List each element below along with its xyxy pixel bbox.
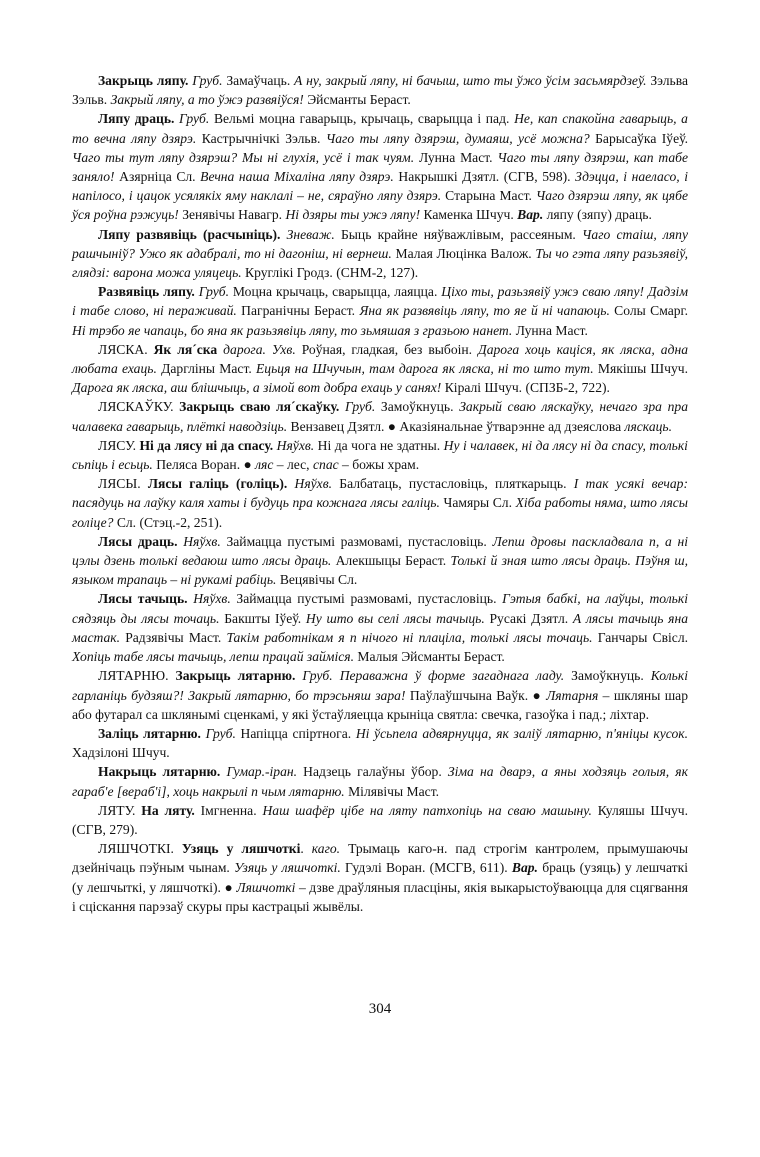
entry-text: Чамяры Сл.: [439, 495, 516, 511]
entry-text: ЛЯШЧОТКІ.: [98, 841, 182, 857]
entry-text: Кіралі Шчуч. (СПЗБ-2, 722).: [441, 380, 610, 396]
italic-text: Ляшчоткі: [236, 879, 296, 895]
entry-text: Замоўкнуць.: [564, 668, 651, 684]
dictionary-entry: [72, 340, 688, 398]
dictionary-entry: [72, 109, 688, 224]
italic-text: Лятарня: [546, 687, 599, 703]
italic-text: Чаго ты тут ляпу дзярэш? Мы ні глухія, усё і так чуям.: [72, 149, 415, 165]
entry-text: Займацца пустымі размовамі, пустасловіць.: [220, 533, 493, 549]
headword: Лясы галіць (голіць).: [147, 476, 288, 492]
dictionary-entry: [72, 397, 688, 435]
italic-text: Закрый ляпу, а то ўжэ развяіўся!: [110, 92, 304, 108]
italic-text: Няўхв.: [294, 476, 333, 492]
italic-text: Груб.: [344, 399, 376, 415]
italic-text: ляскаць.: [624, 418, 673, 434]
entry-text: Імгненна.: [194, 802, 263, 818]
entry-text: ЛЯСКАЎКУ.: [98, 399, 180, 415]
entry-text: Замаўчаць.: [222, 73, 295, 88]
entry-text: Малая Люцінка Валож.: [391, 245, 536, 261]
italic-text: Здэцца, і наеласо, і напілосо, і цацок усялякіх яму наклалі – не, сяраўно ляпу дзярэ.: [72, 169, 688, 204]
headword: Закрыць ляпу.: [98, 73, 189, 88]
entry-text: Гудэлі Воран. (МСГВ, 611).: [340, 860, 512, 876]
entry-text: Надзець галаўны ўбор.: [297, 764, 448, 780]
italic-text: Чаго стаіш, ляпу рашчыніў? Ужо як адабралі, то ні дагоніш, ні вернеш.: [72, 226, 688, 261]
italic-text: Груб.: [192, 73, 223, 88]
italic-text: Не, кап спакойна гаварыць, а то вечна ляпу дзярэ.: [72, 111, 688, 146]
italic-text: спас: [312, 457, 339, 473]
dictionary-entry: [72, 282, 688, 340]
italic-text: І так усякі вечар: пасядуць на лаўку каля хаты і будуць пра кожнага лясы галіць.: [72, 476, 688, 511]
entry-text: Бакшты Іўеў.: [219, 610, 306, 626]
entry-text: Вензавец Дзятл. ● Аказіянальнае ўтварэнне ад дзеяслова: [287, 418, 625, 434]
headword: Накрыць лятарню.: [98, 764, 221, 780]
italic-text: каго.: [311, 841, 341, 857]
entry-text: Сл. (Стэц.-2, 251).: [113, 514, 223, 530]
entry-text: Даргліны Маст.: [156, 361, 256, 377]
italic-text: Ні дзяры ты ужэ ляпу!: [285, 207, 421, 223]
dictionary-entry: [72, 71, 688, 109]
entry-text: Зенявічы Навагр.: [178, 207, 286, 223]
entry-text: Русакі Дзятл.: [484, 610, 573, 626]
italic-text: Груб.: [179, 111, 210, 127]
headword: Развявіць ляпу.: [98, 284, 195, 300]
entry-text: Ганчары Свісл.: [592, 629, 688, 645]
italic-text: Закрый сваю ляскаўку, нечаго зра пра чалавека гаварыць, плёткі наводзіць.: [72, 399, 688, 434]
entry-text: Кастрычнічкі Зэльв.: [196, 130, 326, 146]
dictionary-entry: [72, 762, 688, 800]
entry-text: Напіцца спіртнога.: [235, 725, 356, 741]
entry-text: Быць крайне няўважлівым, рассеяным.: [334, 226, 583, 242]
entry-text: ЛЯСУ.: [98, 437, 140, 453]
entry-text: – шкляны шар або футарал са шклянымі сценкамі, у які ўстаўляецца крыніца святла: свечка, газоўка і пад.; ліхтар.: [72, 687, 689, 722]
italic-text: Дарога хоць каціся, як ляска, адна любата ехаць.: [72, 341, 688, 377]
italic-text: Такім работнікам я п нічого ні плаціла, толькі лясы точаць.: [226, 629, 593, 645]
entry-text: Лунна Маст.: [512, 322, 588, 338]
entry-text: Каменка Шчуч.: [420, 207, 518, 223]
entry-text: Роўная, гладкая, без выбоін.: [295, 341, 479, 357]
italic-text: А ну, закрый ляпу, ні бачыш, што ты ўжо ўсім засьмярдзеў.: [294, 73, 647, 88]
italic-text: Ні трэбо яе чапаць, бо яна як разьзявіць ляпу, то зьмяшая з гразьою нанет.: [72, 322, 513, 338]
italic-text: Ты чо гэта ляпу разьзявіў, глядзі: варона можа уляцець.: [72, 245, 688, 281]
italic-text: Ецьця на Шчучын, там дарога як ляска, ні то што тут.: [256, 361, 594, 377]
entry-text: ЛЯСКА.: [98, 341, 154, 357]
entry-text: Займацца пустымі размовамі, пустасловіць.: [230, 591, 503, 607]
entry-text: – дзве драўляныя пласціны, якія выкарыстоўваюцца для сцягвання і сціскання парэзаў скуры пры кастрацыі жывёлы.: [72, 879, 688, 914]
italic-text: Зневаж.: [286, 226, 335, 242]
dictionary-entry: [72, 666, 688, 724]
italic-text: Вечна наша Міхаліна ляпу дзярэ.: [200, 169, 394, 185]
entry-text: .: [300, 841, 312, 857]
italic-text: Наш шафёр цібе на ляту патхопіць на сваю машыну.: [262, 802, 592, 818]
dictionary-entry: [72, 724, 688, 762]
italic-text: Ну і чалавек, ні да лясу ні да спасу, толькі сьпіць і есьць.: [72, 437, 688, 473]
headword: На ляту.: [141, 802, 195, 818]
entry-text: Эйсманты Бераст.: [303, 92, 411, 108]
italic-text: Зіма на дварэ, а яны ходзяць голыя, як гараб'е [вераб'і], хоць накрылі п чым лятарню.: [72, 764, 688, 799]
headword: Ні да лясу ні да спасу.: [139, 437, 274, 453]
entry-text: ляпу (зяпу) драць.: [543, 207, 652, 223]
entry-text: Пагранічны Бераст.: [236, 303, 360, 319]
italic-text: Няўхв.: [193, 591, 231, 607]
entry-text: – божы храм.: [338, 457, 420, 473]
italic-text: Груб. Пераважна ў форме загаднага ладу.: [302, 668, 565, 684]
italic-text: Хопіць табе лясы тачыць, лепш працай займіся.: [72, 649, 354, 665]
italic-text: Ну што вы селі лясы тачыць.: [305, 610, 485, 626]
entry-text: Замоўкнуць.: [375, 399, 460, 415]
italic-text: ляс: [255, 457, 274, 473]
entry-text: Барысаўка Іўеў.: [589, 130, 688, 146]
headword: Ляпу драць.: [98, 111, 175, 127]
entry-text: Паўлаўшчына Ваўк. ●: [405, 687, 547, 703]
dictionary-entry: [72, 839, 688, 916]
page-number: 304: [368, 1001, 392, 1017]
entry-text: – лес,: [273, 457, 313, 473]
italic-text: Няўхв.: [276, 437, 315, 453]
entry-text: Накрышкі Дзятл. (СГВ, 598).: [393, 169, 576, 185]
entry-text: ЛЯТУ.: [98, 802, 142, 818]
entry-text: Куляшы Шчуч. (СГВ, 279).: [72, 802, 689, 837]
entry-text: браць (узяць) у лешчаткі (у лешчыткі, у ляшчоткі). ●: [72, 860, 688, 895]
entry-text: Моцна крычаць, сварыцца, лаяцца.: [228, 284, 442, 300]
entry-text: Малыя Эйсманты Бераст.: [354, 649, 505, 665]
entry-text: Азярніца Сл.: [114, 169, 201, 185]
variant-label: Вар.: [517, 207, 544, 223]
entry-text: Вельмі моцна гаварыць, крычаць, сварыцца і пад.: [209, 111, 515, 127]
entry-text: [287, 476, 294, 491]
italic-text: Няўхв.: [183, 533, 221, 549]
italic-text: Груб.: [198, 284, 229, 300]
dictionary-entry: [72, 532, 688, 590]
italic-text: Дарога як ляска, аш блішчыць, а зімой вот добра ехаць у санях!: [72, 380, 442, 396]
entry-text: Зэльва Зэльв.: [72, 73, 688, 108]
headword: Закрыць сваю ля´скаўку.: [179, 399, 340, 415]
entry-text: Круглікі Гродз. (СНМ-2, 127).: [241, 265, 419, 281]
entry-text: Балбатаць, пустасловіць, пляткарыць.: [332, 476, 574, 492]
entry-text: Мякішы Шчуч.: [593, 361, 689, 377]
italic-text: Толькі й зная што лясы драць. Пэўня ш, языком трапаць – ні рукамі рабіць.: [72, 553, 688, 588]
entry-text: Пеляса Воран. ●: [152, 457, 256, 473]
italic-text: Ціхо ты, разьзявіў ужэ сваю ляпу! Дадзім і табе слово, ні пераживай.: [72, 284, 689, 319]
entry-text: Вецявічы Сл.: [276, 572, 358, 588]
entry-text: Хадзілоні Шчуч.: [72, 745, 170, 761]
entry-text: Алекшыцы Бераст.: [331, 553, 451, 569]
italic-text: Гэтыя бабкі, на лаўцы, толькі сядзяць ды лясы точаць.: [72, 591, 689, 626]
dictionary-page-body: [72, 71, 688, 916]
headword: Як ля´ска: [153, 341, 218, 357]
italic-text: Чаго ты ляпу дзярэш, кап табе заняло!: [72, 149, 689, 185]
entry-text: Трымаць каго-н. пад строгім кантролем, прымушаючы дзейнічаць пэўным чынам.: [72, 841, 688, 876]
italic-text: Чаго ты ляпу дзярэш, думаяш, усё можна?: [325, 130, 590, 146]
italic-text: А лясы тачыць яна мастак.: [72, 610, 689, 645]
dictionary-entry: [72, 589, 688, 666]
italic-text: дарога. Ухв.: [223, 341, 296, 357]
italic-text: Груб.: [205, 725, 236, 741]
variant-label: Вар.: [511, 860, 538, 876]
dictionary-entry: [72, 436, 688, 474]
entry-text: ЛЯТАРНЮ.: [98, 668, 176, 684]
headword: Лясы тачыць.: [98, 591, 188, 607]
entry-text: Лунна Маст.: [414, 149, 498, 165]
entry-text: Старына Маст.: [441, 188, 536, 204]
headword: Узяць у ляшчоткі: [181, 841, 301, 857]
headword: Заліць лятарню.: [98, 725, 201, 741]
entry-text: Мілявічы Маст.: [344, 783, 440, 799]
entry-text: Ні да чога не здатны.: [314, 437, 444, 453]
entry-text: Радзявічы Маст.: [120, 629, 227, 645]
italic-text: Чаго дзярэш ляпу, як цябе ўся роўна рэжуць!: [72, 188, 688, 223]
italic-text: Яна як развявіць ляпу, то яе й ні чапаюць.: [359, 303, 610, 319]
italic-text: Хіба работы няма, што лясы голіце?: [72, 495, 688, 530]
italic-text: Лепш дровы паскладвала п, а ні цэлы дзень толькі ведаюш што лясы драць.: [72, 533, 688, 569]
italic-text: Узяць у ляшчоткі.: [234, 860, 341, 876]
italic-text: Ні ўсьпела адвярнуцца, як заліў лятарню, п'яніцы кусок.: [355, 725, 689, 741]
entry-text: ЛЯСЫ.: [98, 476, 148, 492]
headword: Ляпу развявіць (расчыніць).: [98, 226, 281, 242]
dictionary-entry: [72, 801, 688, 839]
italic-text: Колькі гарланіць будзяш?! Закрый лятарню, бо трэсьняш зара!: [72, 668, 688, 703]
headword: Закрыць лятарню.: [175, 668, 296, 684]
italic-text: Гумар.-іран.: [226, 764, 298, 780]
dictionary-entry: [72, 225, 688, 283]
headword: Лясы драць.: [98, 533, 178, 549]
entry-text: Солы Смарг.: [609, 303, 688, 319]
dictionary-entry: [72, 474, 688, 532]
